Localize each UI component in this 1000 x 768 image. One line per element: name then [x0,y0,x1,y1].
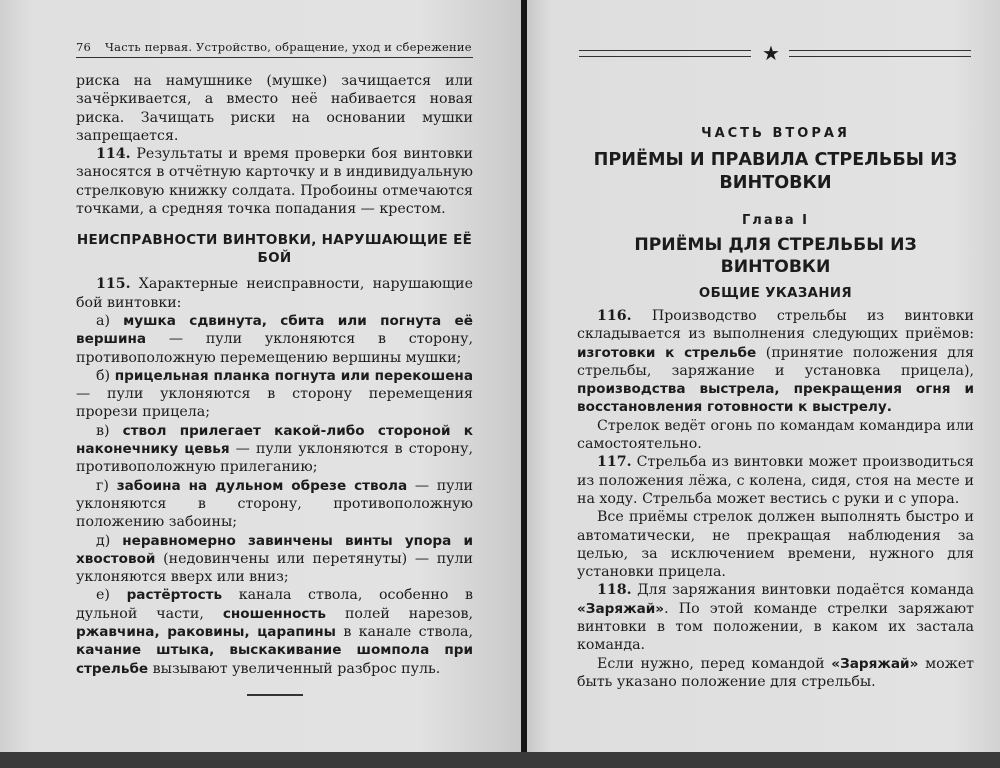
chapter-title: ПРИЁМЫ ДЛЯ СТРЕЛЬБЫ ИЗ ВИНТОВКИ [634,235,917,277]
part-label: ЧАСТЬ ВТОРАЯ [701,126,850,141]
paragraph-116 [577,307,974,417]
paragraph-text: Если нужно, перед командой [597,655,832,672]
item-bold: мушка сдвинута, сбита или погнута её вершина [76,312,473,348]
list-item-g [76,477,473,532]
paragraph-number: 114. [96,146,131,163]
left-page-content [76,40,473,696]
paragraph-text: . По этой команде стрелки заряжают винтовки в том положении, в каком их застала команда. [577,600,974,654]
item-text: — пули уклоняются в сторону, противоположную перемещению вершины мушки; [76,331,473,366]
paragraph-116-cont: Стрелок ведёт огонь по командам командира или самостоятельно. [577,417,974,453]
paragraph-number: 116. [597,308,632,324]
item-text: в канале ствола, [335,624,473,641]
paragraph-text: (принятие положения для стрельбы, заряжание и установка прицела), [577,344,974,379]
item-marker: в) [96,422,123,439]
paragraph-115 [76,275,473,312]
item-bold: прицельная планка погнута или перекошена [114,367,473,384]
item-bold: сношенность [222,605,326,622]
item-bold: неравномерно завинчены винты упора и хвостовой [76,532,473,567]
paragraph-bold: изготовки к стрельбе [577,344,757,361]
page-number: 76 [76,40,92,54]
list-item-a [76,312,473,367]
item-text: полей нарезов, [325,605,473,622]
item-text: канала ствола, особенно в дульной части, [76,587,473,622]
right-page-content [577,40,974,691]
paragraph-number: 118. [597,582,632,599]
item-text: — пули уклоняются в сторону, противоположную положению забоины; [76,477,474,531]
paragraph-118 [577,581,974,654]
paragraph-118-cont [577,655,974,692]
item-bold: растёртость [126,587,223,604]
item-marker: е) [96,587,127,604]
paragraph-bold: «Заряжай» [831,655,919,672]
header-ornament [577,41,974,68]
star-icon: ★ [762,41,780,65]
item-text: — пули уклоняются в сторону перемещения прорези прицела; [76,386,473,421]
item-marker: д) [96,532,123,549]
item-text: вызывают увеличенный разброс пуль. [148,660,441,677]
paragraph-text: Результаты и время проверки боя винтовки заносятся в отчётную карточку и в индивидуальную стрелковую книжку солдата. Пробоины отмечаются точками, а средняя точка попадания — крестом. [76,146,474,218]
right-page [527,0,1000,768]
paragraph-bold: «Заряжай» [577,600,665,617]
paragraph-text: Для заряжания винтовки подаётся команда [637,582,975,599]
ornament-rule-left [579,50,751,57]
list-item-e [76,586,473,677]
end-rule [247,694,303,696]
item-bold: ствол прилегает какой-либо стороной к наконечнику цевья [76,422,473,458]
running-head-title: Часть первая. Устройство, обращение, уход и сбережение [105,40,472,54]
paragraph-continuation: риска на намушнике (мушке) зачищается или зачёркивается, а вместо неё набивается новая риска. Зачищать риски на основании мушки запрещается. [76,73,473,144]
item-bold: забоина на дульном обрезе ствола [116,477,408,494]
list-item-v [76,422,473,477]
running-head [76,40,473,58]
item-marker: б) [96,367,115,384]
list-item-b [76,367,473,422]
paragraph-117-cont: Все приёмы стрелок должен выполнять быстро и автоматически, не прекращая наблюдения за целью, за исключением времени, нужного для установки прицела. [577,509,974,581]
item-text: (недовинчены или перетянуты) — пули уклоняются вверх или вниз; [76,550,473,586]
paragraph-number: 117. [597,454,632,471]
book-bottom-edge [0,752,1000,768]
item-bold: ржавчина, раковины, царапины [76,624,336,641]
paragraph-text: может быть указано положение для стрельбы. [577,655,974,690]
list-item-d [76,532,473,587]
item-bold: качание штыка, выскакивание шомпола при стрельбе [76,642,473,677]
paragraph-bold: производства выстрела, прекращения огня и восстановления готовности к выстрелу. [577,381,974,416]
chapter-label: Глава I [742,213,809,228]
paragraph-117 [577,453,974,508]
paragraph-114 [76,145,473,218]
item-text: — пули уклоняются в сторону, противоположную прилеганию; [76,441,473,476]
item-marker: а) [96,312,124,329]
paragraph-text: Стрельба из винтовки может производиться из положения лёжа, с колена, сидя, стоя на месте и на ходу. Стрельба может вестись с руки и с упора. [577,454,974,507]
section-heading: ОБЩИЕ УКАЗАНИЯ [698,286,853,301]
paragraph-text: Характерные неисправности, нарушающие бой винтовки: [76,276,473,311]
paragraph-text: Производство стрельбы из винтовки складывается из выполнения следующих приёмов: [577,308,974,343]
ornament-rule-right [789,50,971,57]
section-heading: НЕИСПРАВНОСТИ ВИНТОВКИ, НАРУШАЮЩИЕ ЕЁ БОЙ [76,232,473,267]
part-title: ПРИЁМЫ И ПРАВИЛА СТРЕЛЬБЫ ИЗ ВИНТОВКИ [593,150,958,193]
item-marker: г) [96,477,117,494]
paragraph-number: 115. [96,276,131,293]
